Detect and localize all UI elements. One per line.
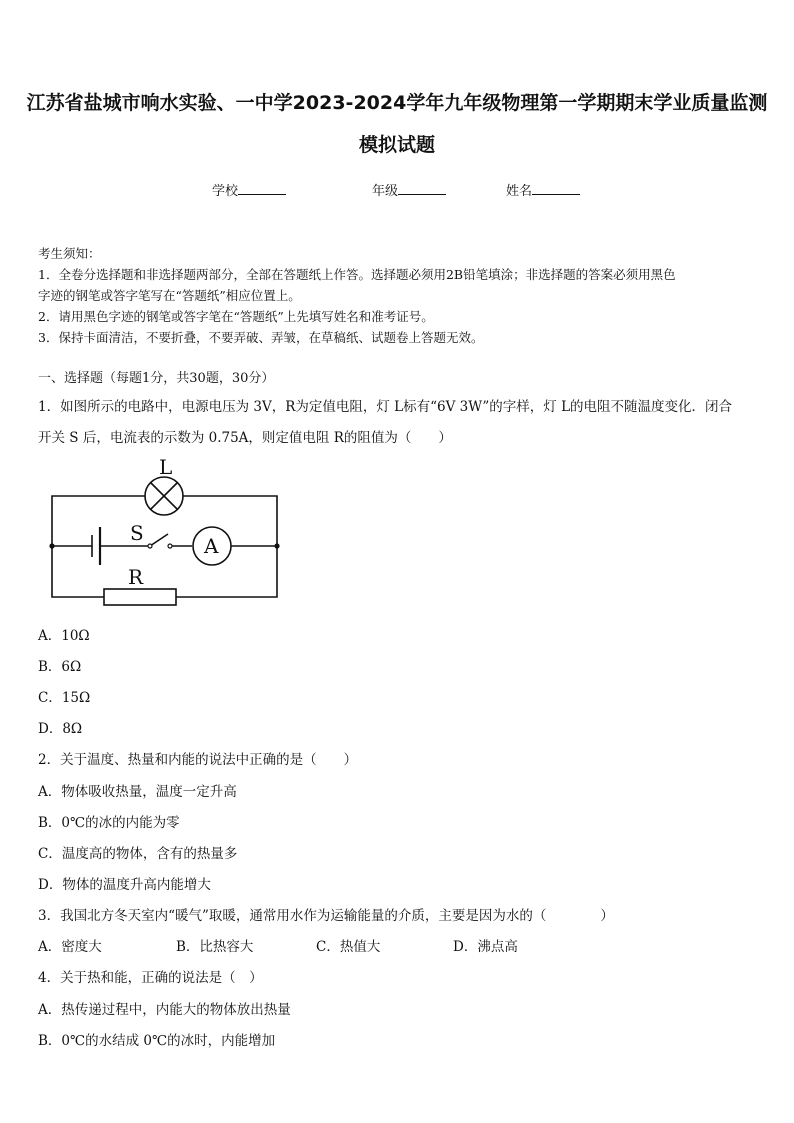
q4-option-b: B．0℃的水结成 0℃的冰时，内能增加 [38,1033,276,1049]
q2-option-c: C．温度高的物体，含有的热量多 [38,846,238,862]
circuit-diagram [38,452,298,612]
question-1-stem: 1．如图所示的电路中，电源电压为 3V，R为定值电阻，灯 L标有“6V 3W”的字样，灯 L的电阻不随温度变化．闭合 [38,399,733,415]
question-3-stem: 3．我国北方冬天室内“暖气”取暖，通常用水作为运输能量的介质，主要是因为水的（ ） [38,908,614,924]
question-1-stem-cont: 开关 S 后，电流表的示数为 0.75A，则定值电阻 R的阻值为（ ） [38,430,452,446]
switch-label: S [130,521,144,545]
name-blank [532,180,580,195]
notice-item: 3．保持卡面清洁，不要折叠，不要弄破、弄皱，在草稿纸、试题卷上答题无效。 [38,330,484,345]
q1-option-d: D．8Ω [38,721,83,737]
resistor-label: R [128,565,144,589]
q1-option-a: A．10Ω [38,628,90,644]
q4-option-a: A．热传递过程中，内能大的物体放出热量 [38,1002,291,1018]
q2-option-d: D．物体的温度升高内能增大 [38,877,211,893]
q2-option-a: A．物体吸收热量，温度一定升高 [38,784,237,800]
q1-option-b: B．6Ω [38,659,82,675]
question-2-stem: 2．关于温度、热量和内能的说法中正确的是（ ） [38,752,358,768]
grade-blank [398,180,446,195]
notice-item: 2．请用黑色字迹的钢笔或答字笔在“答题纸”上先填写姓名和准考证号。 [38,309,434,324]
ammeter-label: A [204,534,219,558]
page-subtitle: 模拟试题 [358,134,435,156]
school-blank [238,180,286,195]
question-4-stem: 4．关于热和能，正确的说法是（ ） [38,970,263,986]
notice-item: 1．全卷分选择题和非选择题两部分，全部在答题纸上作答。选择题必须用2B铅笔填涂；非选择题的答案必须用黑色 [38,267,676,282]
notice-heading: 考生须知： [38,246,101,261]
q3-option-a: A．密度大 [38,939,102,955]
q3-option-c: C．热值大 [316,939,381,955]
name-label: 姓名 [506,184,533,199]
grade-label: 年级 [372,184,399,199]
resistor-symbol [104,589,176,605]
notice-item: 字迹的钢笔或答字笔写在“答题纸”相应位置上。 [38,288,301,303]
lamp-label: L [159,455,173,479]
q3-options-row [38,935,518,955]
school-label: 学校 [212,184,239,199]
grade-field [372,180,446,199]
page-title: 江苏省盐城市响水实验、一中学2023-2024学年九年级物理第一学期期末学业质量监测 [26,92,768,114]
school-field [212,180,286,199]
q3-option-d: D．沸点高 [453,939,518,955]
name-field [506,180,580,199]
q1-option-c: C．15Ω [38,690,91,706]
section-heading: 一、选择题（每题1分，共30题，30分） [38,371,275,386]
q3-option-b: B．比热容大 [176,939,254,955]
q2-option-b: B．0℃的冰的内能为零 [38,815,180,831]
